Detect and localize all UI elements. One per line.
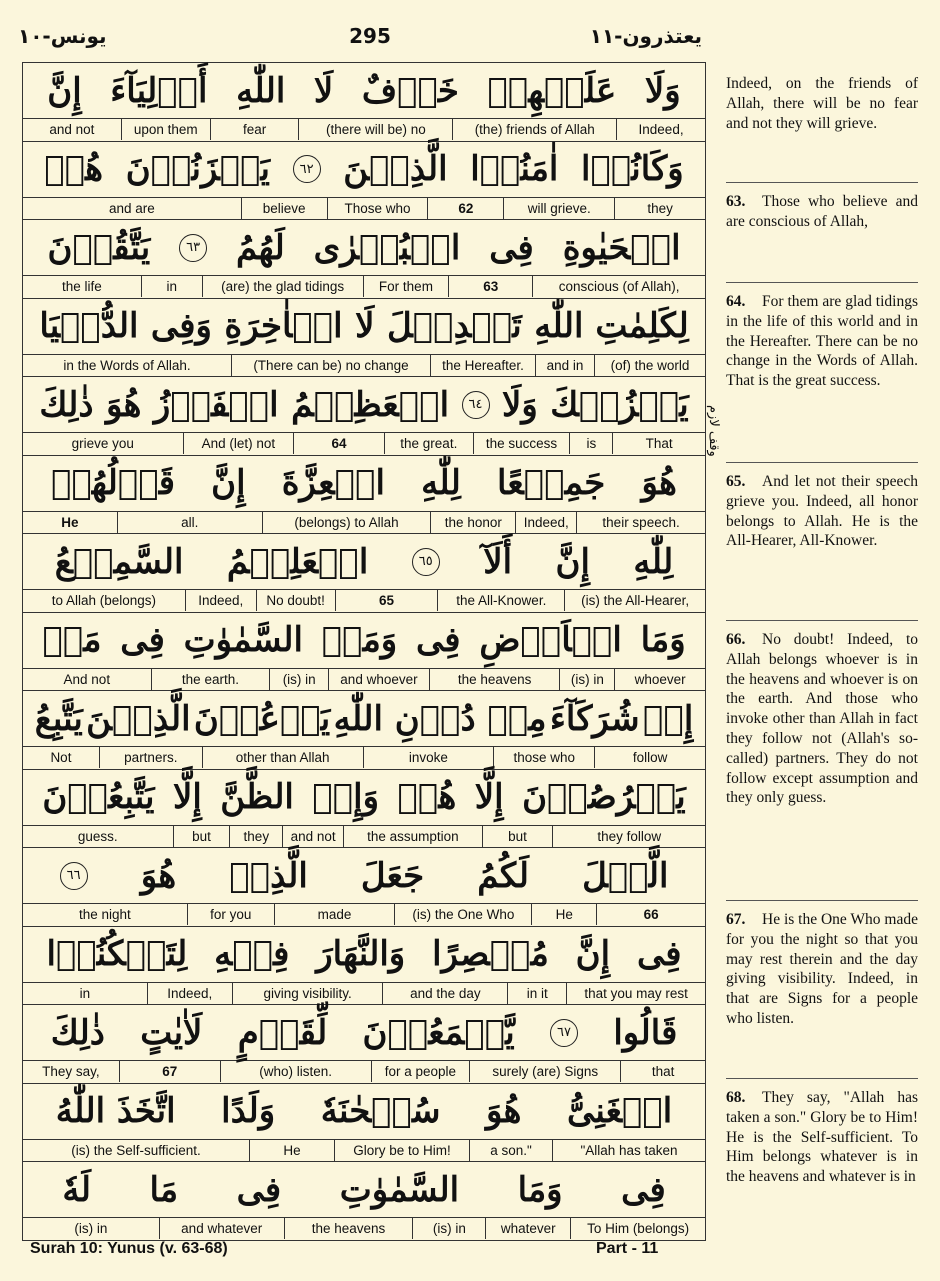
verse-end-marker: ٦٣	[179, 234, 207, 262]
arabic-word: الۡحَيٰوةِ	[562, 227, 681, 268]
english-gloss-line	[23, 903, 705, 925]
english-gloss-cell: Indeed,	[515, 512, 576, 533]
arabic-word: الۡعَلِيۡمُ	[226, 541, 369, 582]
translation-text: For them are glad tidings in the life of this world and in the Hereafter. There can be no change in the Words of Allah. That is the great success.	[726, 293, 918, 390]
arabic-word: الَّذِيۡنَ	[86, 698, 191, 739]
arabic-word: وَفِى	[150, 306, 212, 346]
english-gloss-cell: (the) friends of Allah	[452, 119, 616, 140]
arabic-line	[23, 377, 705, 432]
english-gloss-cell: and whatever	[159, 1218, 284, 1239]
arabic-word: الۡفَوۡزُ	[153, 384, 279, 425]
arabic-line	[23, 456, 705, 511]
arabic-word: سُبۡحٰنَهٗ	[320, 1091, 441, 1131]
arabic-word: شُرَكَآءَ	[549, 698, 640, 739]
english-gloss-line	[23, 1217, 705, 1239]
arabic-word: يَحۡزُنۡكَ	[550, 384, 689, 425]
english-gloss-cell: the earth.	[151, 669, 270, 690]
translation-text: Those who believe and are conscious of Allah,	[726, 193, 918, 230]
english-gloss-line	[23, 746, 705, 768]
arabic-line	[23, 142, 705, 197]
verse-row	[23, 613, 705, 692]
english-gloss-cell: the All-Knower.	[437, 590, 564, 611]
footer-surah: Surah 10: Yunus (v. 63-68)	[30, 1240, 228, 1257]
translation-divider	[726, 620, 918, 621]
english-gloss-cell: And (let) not	[183, 433, 294, 454]
english-gloss-cell: conscious (of Allah),	[532, 276, 705, 297]
english-gloss-cell: but	[173, 826, 230, 847]
english-gloss-cell: in it	[507, 983, 566, 1004]
english-gloss-line	[23, 197, 705, 219]
arabic-word: مَنۡ	[42, 620, 102, 660]
arabic-word: يَحۡزَنُوۡنَ	[125, 149, 270, 189]
arabic-word: لِلّٰهِ	[633, 541, 674, 582]
translation-text: Indeed, on the friends of Allah, there will be no fear and not they will grieve.	[726, 75, 918, 132]
arabic-word: تَبۡدِيۡلَ	[387, 306, 522, 346]
english-gloss-line	[23, 1060, 705, 1082]
english-gloss-cell: but	[482, 826, 553, 847]
english-gloss-cell: (is) the Self-sufficient.	[71, 1142, 201, 1158]
arabic-line	[23, 63, 705, 118]
arabic-word: ذٰلِكَ	[50, 1012, 105, 1053]
arabic-word: إِلَّا	[172, 777, 202, 817]
english-gloss-cell: believe	[241, 198, 327, 219]
translation-paragraph	[726, 472, 918, 551]
english-gloss-cell: in	[141, 276, 202, 297]
english-gloss-cell: (There can be) no change	[231, 355, 430, 376]
arabic-word: وَلَدًا	[221, 1091, 276, 1131]
english-gloss-cell: whatever	[485, 1218, 570, 1239]
english-gloss-cell: grieve you	[71, 436, 134, 451]
english-gloss-cell: 65	[335, 590, 438, 611]
verse-row	[23, 534, 705, 613]
english-gloss-cell: 63	[448, 276, 532, 297]
translation-text: And let not their speech grieve you. Indeed, all honor belongs to Allah. He is the All-Hearer, All-Knower.	[726, 473, 918, 550]
arabic-word: وَلَا	[501, 384, 538, 425]
arabic-word: السَّمٰوٰتِ	[339, 1169, 460, 1210]
english-gloss-cell: and whoever	[328, 669, 429, 690]
arabic-word: جَمِيۡعًا	[497, 463, 606, 503]
translation-paragraph	[726, 1088, 918, 1187]
english-gloss-line	[23, 511, 705, 533]
english-gloss-cell: 62	[427, 198, 503, 219]
arabic-word: عَلَيۡهِمۡ	[487, 70, 617, 111]
english-gloss-cell: that	[620, 1061, 705, 1082]
english-gloss-line	[23, 354, 705, 376]
english-gloss-cell: (are) the glad tidings	[202, 276, 363, 297]
english-gloss-cell: Glory be to Him!	[334, 1140, 469, 1161]
english-gloss-cell: to Allah (belongs)	[51, 593, 157, 608]
verse-row	[23, 377, 705, 456]
arabic-word: هُوَ	[485, 1091, 522, 1131]
arabic-line	[23, 299, 705, 354]
arabic-line	[23, 770, 705, 825]
translation-paragraph	[726, 292, 918, 391]
english-gloss-line	[23, 589, 705, 611]
english-gloss-cell: and are	[108, 200, 155, 216]
arabic-word: مُبۡصِرًا	[432, 934, 549, 974]
english-gloss-line	[23, 982, 705, 1004]
arabic-word: هُمۡ	[397, 777, 457, 817]
verse-number: 64.	[726, 293, 746, 310]
arabic-word: اللّٰهِ	[236, 70, 286, 111]
english-gloss-cell: That	[612, 433, 705, 454]
english-gloss-cell: the heavens	[429, 669, 560, 690]
translation-divider	[726, 462, 918, 463]
english-gloss-cell: the assumption	[343, 826, 482, 847]
english-gloss-cell: Indeed,	[147, 983, 232, 1004]
english-gloss-cell: guess.	[77, 828, 118, 844]
english-gloss-cell: will grieve.	[503, 198, 614, 219]
english-gloss-line	[23, 1139, 705, 1161]
arabic-word: فِى	[236, 1169, 282, 1210]
arabic-word: لِتَسۡكُنُوۡا	[46, 934, 188, 974]
arabic-word: لَهُمُ	[236, 227, 285, 268]
header-surah-arabic: يونس-١٠	[18, 24, 107, 48]
arabic-word: فِى	[489, 227, 534, 268]
verse-end-marker: ٦٦	[60, 862, 88, 890]
verse-row	[23, 456, 705, 535]
english-gloss-cell: (who) listen.	[220, 1061, 371, 1082]
english-gloss-cell: They say,	[42, 1064, 100, 1079]
arabic-word: فِى	[415, 620, 461, 660]
footer-part: Part - 11	[596, 1240, 659, 1257]
english-gloss-cell: 64	[293, 433, 384, 454]
english-gloss-cell: all.	[117, 512, 262, 533]
arabic-word: يَتَّبِعُ	[34, 698, 83, 739]
english-gloss-cell: No doubt!	[256, 590, 335, 611]
english-gloss-cell: (is) the All-Hearer,	[564, 590, 705, 611]
arabic-word: وَمَا	[640, 620, 686, 660]
english-gloss-cell: a son."	[469, 1140, 552, 1161]
arabic-word: فِيۡهِ	[214, 934, 290, 974]
arabic-word: أَوۡلِيَآءَ	[110, 70, 208, 111]
translation-text: He is the One Who made for you the night so that you may rest therein and the day giving visibility. Indeed, in that are Signs for a people who listen.	[726, 911, 918, 1027]
arabic-word: لَهٗ	[62, 1169, 91, 1210]
translation-paragraph	[726, 74, 918, 133]
arabic-word: اٰمَنُوۡا	[470, 149, 559, 189]
english-gloss-cell: And not	[63, 671, 111, 687]
english-gloss-cell: Indeed,	[185, 590, 256, 611]
arabic-word: وَمَنۡ	[321, 620, 398, 660]
verse-row	[23, 299, 705, 378]
arabic-word: الَّذِىۡ	[229, 855, 308, 896]
arabic-word: إِنۡ	[643, 698, 694, 739]
english-gloss-cell: and not	[49, 122, 95, 137]
verse-row	[23, 1005, 705, 1084]
arabic-word: ذٰلِكَ	[39, 384, 94, 425]
english-gloss-cell: (is) in	[559, 669, 614, 690]
arabic-word: يَتَّبِعُوۡنَ	[42, 777, 155, 817]
verse-end-marker: ٦٥	[412, 548, 440, 576]
arabic-word: مِنۡ دُوۡنِ اللّٰهِ	[333, 698, 547, 739]
english-gloss-cell: (is) in	[74, 1221, 108, 1236]
word-by-word-grid	[22, 62, 706, 1241]
translation-divider	[726, 1078, 918, 1079]
arabic-word: السَّمٰوٰتِ	[183, 620, 303, 660]
english-gloss-cell: is	[569, 433, 612, 454]
arabic-word: فِى	[621, 1169, 666, 1210]
english-gloss-cell: surely (are) Signs	[469, 1061, 620, 1082]
verse-row	[23, 691, 705, 770]
english-gloss-cell: and not	[282, 826, 343, 847]
english-gloss-line	[23, 118, 705, 140]
english-gloss-line	[23, 275, 705, 297]
arabic-line	[23, 220, 705, 275]
english-gloss-cell: the heavens	[284, 1218, 413, 1239]
english-gloss-cell: they follow	[552, 826, 705, 847]
verse-row	[23, 220, 705, 299]
arabic-word: وَلَا	[644, 70, 681, 111]
arabic-word: إِنَّ	[555, 541, 590, 582]
arabic-line	[23, 691, 705, 746]
verse-number: 66.	[726, 631, 746, 648]
english-gloss-cell: He	[531, 904, 596, 925]
english-gloss-cell: the honor	[430, 512, 515, 533]
english-gloss-cell: follow	[594, 747, 705, 768]
arabic-word: هُوَ	[140, 855, 177, 896]
english-gloss-cell: the success	[473, 433, 570, 454]
arabic-word: الۡغَنِىُّ	[566, 1091, 673, 1131]
english-gloss-line	[23, 668, 705, 690]
english-gloss-line	[23, 432, 705, 454]
page-number: 295	[349, 24, 391, 48]
arabic-word: الۡاَرۡضِ	[479, 620, 622, 660]
english-gloss-cell: the life	[62, 279, 102, 294]
english-gloss-cell: the great.	[384, 433, 473, 454]
english-gloss-cell: their speech.	[576, 512, 705, 533]
arabic-word: الۡعِزَّةَ	[281, 463, 385, 503]
arabic-line	[23, 927, 705, 982]
english-gloss-cell: (there will be) no	[298, 119, 452, 140]
verse-row	[23, 848, 705, 927]
english-gloss-cell: the Hereafter.	[430, 355, 535, 376]
english-gloss-cell: and the day	[382, 983, 507, 1004]
translation-paragraph	[726, 630, 918, 808]
english-gloss-cell: whoever	[614, 669, 705, 690]
verse-number: 68.	[726, 1089, 746, 1106]
arabic-word: يَخۡرُصُوۡنَ	[522, 777, 686, 817]
arabic-word: يَدۡعُوۡنَ	[193, 698, 331, 739]
english-gloss-cell: 66	[596, 904, 705, 925]
english-gloss-cell: they	[614, 198, 705, 219]
translation-text: They say, "Allah has taken a son." Glory be to Him! He is the Self-sufficient. To Him belongs whatever is in the heavens and whatever is in	[726, 1089, 918, 1186]
english-gloss-cell: made	[274, 904, 395, 925]
arabic-word: الۡاٰخِرَةِ	[224, 306, 343, 346]
arabic-word: الَّذِيۡنَ	[343, 149, 448, 189]
english-gloss-cell: those who	[493, 747, 594, 768]
arabic-word: هُمۡ	[44, 149, 104, 189]
english-gloss-cell: (is) in	[412, 1218, 485, 1239]
header-part-arabic: يعتذرون-١١	[589, 24, 702, 48]
english-gloss-cell: they	[229, 826, 282, 847]
verse-number: 65.	[726, 473, 746, 490]
english-gloss-cell: for you	[187, 904, 274, 925]
arabic-word: فِى	[636, 934, 682, 974]
arabic-line	[23, 1162, 705, 1217]
verse-number: 67.	[726, 911, 746, 928]
arabic-line	[23, 1084, 705, 1139]
translation-text: No doubt! Indeed, to Allah belongs whoever is in the heavens and whoever is on the earth. And those who invoke other than Allah in fact they follow not (Allah's so-called) partners. They do not follow except assumption and they only guess.	[726, 631, 918, 807]
arabic-word: لِلّٰهِ	[421, 463, 461, 503]
english-gloss-cell: the night	[78, 907, 131, 922]
arabic-word: لِّقَوۡمٍ	[237, 1012, 328, 1053]
arabic-word: الۡبُشۡرٰى	[313, 227, 461, 268]
english-gloss-cell: and in	[535, 355, 594, 376]
english-gloss-cell: (of) the world	[594, 355, 705, 376]
arabic-word: أَلَآ	[483, 541, 513, 582]
arabic-word: لَا	[355, 306, 375, 346]
arabic-line	[23, 848, 705, 903]
english-gloss-cell: Not	[50, 750, 72, 765]
arabic-line	[23, 534, 705, 589]
arabic-word: الۡعَظِيۡمُ	[291, 384, 450, 425]
english-gloss-cell: He	[249, 1140, 334, 1161]
arabic-word: لِكَلِمٰتِ اللّٰهِ	[534, 306, 689, 346]
arabic-word: يَّسۡمَعُوۡنَ	[362, 1012, 515, 1053]
english-gloss-line	[23, 825, 705, 847]
verse-end-marker: ٦٢	[293, 155, 321, 183]
verse-row	[23, 142, 705, 221]
verse-end-marker: ٦٤	[462, 391, 490, 419]
arabic-word: مَا	[149, 1169, 179, 1210]
arabic-line	[23, 613, 705, 668]
translation-divider	[726, 282, 918, 283]
english-gloss-cell: in	[79, 985, 91, 1001]
arabic-word: وَإِنۡ	[312, 777, 380, 817]
arabic-word: هُوَ	[105, 384, 142, 425]
arabic-word: إِنَّ	[211, 463, 246, 503]
arabic-word: قَوۡلُهُمۡ	[51, 463, 175, 503]
translation-divider	[726, 900, 918, 901]
arabic-line	[23, 1005, 705, 1060]
translation-divider	[726, 182, 918, 183]
arabic-word: إِلَّا	[474, 777, 504, 817]
english-gloss-cell: (belongs) to Allah	[262, 512, 431, 533]
english-gloss-cell: fear	[210, 119, 299, 140]
english-gloss-cell: Indeed,	[616, 119, 705, 140]
arabic-word: خَوۡفٌ	[361, 70, 459, 111]
verse-row	[23, 1162, 705, 1241]
verse-row	[23, 1084, 705, 1163]
english-gloss-cell: invoke	[363, 747, 494, 768]
arabic-word: لَكُمُ	[477, 855, 529, 896]
english-gloss-cell: "Allah has taken	[552, 1140, 705, 1161]
arabic-word: الظَّنَّ	[220, 777, 294, 817]
english-gloss-cell: 67	[119, 1061, 220, 1082]
arabic-word: لَاٰيٰتٍ	[140, 1012, 203, 1053]
verse-row	[23, 63, 705, 142]
verse-number: 63.	[726, 193, 746, 210]
english-gloss-cell: giving visibility.	[232, 983, 383, 1004]
english-gloss-cell: He	[61, 514, 79, 530]
english-gloss-cell: Those who	[327, 198, 428, 219]
arabic-word: السَّمِيۡعُ	[54, 541, 184, 582]
arabic-word: وَمَا	[517, 1169, 563, 1210]
translation-paragraph	[726, 910, 918, 1029]
english-gloss-cell: For them	[363, 276, 449, 297]
arabic-word: وَالنَّهَارَ	[316, 934, 406, 974]
english-gloss-cell: in the Words of Allah.	[63, 357, 191, 373]
english-gloss-cell: (is) in	[269, 669, 328, 690]
arabic-word: إِنَّ	[47, 70, 82, 111]
arabic-word: جَعَلَ	[360, 855, 425, 896]
english-gloss-cell: that you may rest	[566, 983, 705, 1004]
english-gloss-cell: for a people	[371, 1061, 470, 1082]
english-gloss-cell: upon them	[121, 119, 210, 140]
arabic-word: الدُّنۡيَا	[39, 306, 139, 346]
english-gloss-cell: other than Allah	[202, 747, 363, 768]
arabic-word: يَتَّقُوۡنَ	[47, 227, 151, 268]
arabic-word: الَّيۡلَ	[582, 855, 669, 896]
arabic-word: وَكَانُوۡا	[581, 149, 684, 189]
translation-paragraph	[726, 192, 918, 232]
english-gloss-cell: To Him (belongs)	[570, 1218, 705, 1239]
english-gloss-cell: (is) the One Who	[394, 904, 531, 925]
verse-row	[23, 770, 705, 849]
arabic-word: اتَّخَذَ اللّٰهُ	[55, 1091, 176, 1131]
waqf-lazim-label: وقف لازم	[706, 405, 721, 457]
verse-end-marker: ٦٧	[550, 1019, 578, 1047]
arabic-word: هُوَ	[641, 463, 677, 503]
verse-row	[23, 927, 705, 1006]
arabic-word: قَالُوا	[613, 1012, 678, 1053]
arabic-word: إِنَّ	[575, 934, 611, 974]
english-gloss-cell: partners.	[99, 747, 202, 768]
arabic-word: لَا	[313, 70, 334, 111]
arabic-word: فِى	[120, 620, 165, 660]
